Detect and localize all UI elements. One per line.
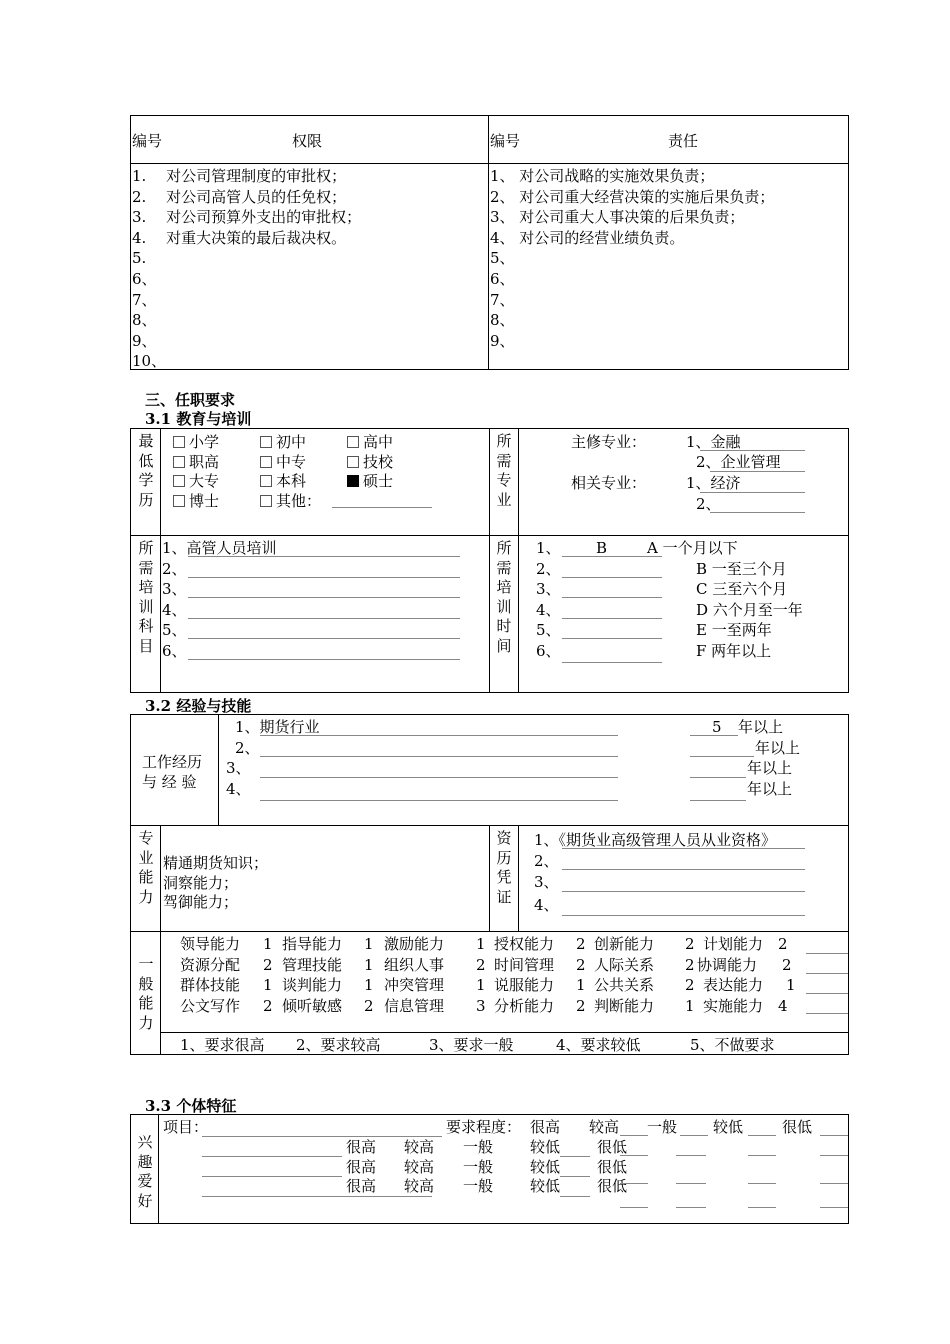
ability-name: 指导能力 <box>282 935 343 953</box>
list-item: 6、 <box>132 270 157 288</box>
col-divider <box>160 428 161 693</box>
checkbox-icon[interactable] <box>347 436 359 448</box>
list-item: 5、 <box>162 621 187 640</box>
major-label: 所需专业 <box>496 432 512 509</box>
underline <box>188 638 460 639</box>
list-item: 2、 <box>536 559 561 578</box>
level-option[interactable]: 一般 <box>463 1138 494 1156</box>
level-option[interactable]: 较低 <box>530 1157 561 1176</box>
list-item: 5、 <box>490 249 515 268</box>
option-vocational-high[interactable]: 职高 <box>173 452 219 472</box>
ability-name: 资源分配 <box>180 955 241 974</box>
training-time-option: A 一个月以下 <box>647 539 738 557</box>
certification-label: 资历凭证 <box>496 829 512 906</box>
underline <box>260 756 618 757</box>
ability-level: 1 <box>263 976 273 994</box>
col-divider <box>160 825 161 1055</box>
option-bachelor[interactable]: 本科 <box>260 471 306 491</box>
level-option[interactable]: 很低 <box>597 1157 628 1176</box>
underline <box>188 618 460 619</box>
list-item: 4、 <box>162 600 187 619</box>
list-item: 6、 <box>536 642 561 660</box>
underline <box>700 450 805 451</box>
underline <box>710 512 805 513</box>
ability-name: 公文写作 <box>180 996 241 1015</box>
level-option[interactable]: 很高 <box>346 1177 377 1195</box>
min-education-label: 最低学历 <box>138 432 154 509</box>
underline <box>620 1183 648 1184</box>
option-doctor[interactable]: 博士 <box>173 491 219 511</box>
ability-level: 2 <box>364 996 374 1015</box>
ability-level: 2 <box>263 996 273 1015</box>
col-divider <box>158 1114 159 1224</box>
hobby-item-field[interactable] <box>202 1196 432 1197</box>
training-time-option: D 六个月至一年 <box>696 600 803 619</box>
ability-level: 1 <box>364 955 374 974</box>
ability-name: 判断能力 <box>594 996 655 1015</box>
years-suffix: 年以上 <box>747 779 793 798</box>
ability-level: 2 <box>576 996 586 1015</box>
level-option[interactable]: 一般 <box>647 1118 678 1136</box>
level-option[interactable]: 较低 <box>530 1138 561 1156</box>
list-item: 4、 对公司的经营业绩负责。 <box>490 228 685 247</box>
row-divider <box>160 1032 849 1033</box>
main-major-2: 2、企业管理 <box>696 453 781 471</box>
ability-name: 激励能力 <box>384 935 445 953</box>
legend-item: 4、要求较低 <box>556 1036 641 1054</box>
ability-name: 谈判能力 <box>282 976 343 994</box>
years-suffix: 年以上 <box>738 718 784 736</box>
ability-name: 时间管理 <box>494 955 555 974</box>
underline <box>820 1207 848 1208</box>
list-item: 6、 <box>162 642 187 660</box>
underline <box>562 869 805 870</box>
training-time-label: 所需培训时间 <box>496 539 512 655</box>
list-item: 7、 <box>490 290 515 309</box>
level-option[interactable]: 较高 <box>404 1157 435 1176</box>
ability-level: 1 <box>685 996 695 1015</box>
training-time-option: E 一至两年 <box>696 621 772 640</box>
list-item: 洞察能力； <box>163 873 239 892</box>
requirement-label: 要求程度： <box>446 1118 522 1136</box>
level-option[interactable]: 较高 <box>404 1177 435 1195</box>
list-item: 10、 <box>132 352 167 371</box>
underline <box>820 1155 848 1156</box>
col-divider <box>489 428 490 693</box>
ability-name: 人际关系 <box>594 955 655 974</box>
related-major-2: 2、 <box>696 495 721 513</box>
underline <box>820 1135 848 1136</box>
ability-name: 组织人事 <box>384 955 445 974</box>
legend-item: 3、要求一般 <box>429 1036 514 1054</box>
underline <box>620 1207 648 1208</box>
underline <box>562 915 805 916</box>
list-item: 4、 <box>226 779 251 798</box>
level-option[interactable]: 很高 <box>530 1118 561 1136</box>
underline <box>260 735 618 736</box>
underline <box>562 597 662 598</box>
checkbox-icon[interactable] <box>173 475 185 487</box>
level-option[interactable]: 较低 <box>713 1118 744 1136</box>
level-option[interactable]: 一般 <box>463 1157 494 1176</box>
level-option[interactable]: 很高 <box>346 1157 377 1176</box>
col-divider <box>518 428 519 693</box>
list-item: 3、 <box>534 873 559 891</box>
checkbox-icon[interactable] <box>173 495 185 507</box>
training-time-option: F 两年以上 <box>696 642 772 660</box>
option-junior[interactable]: 初中 <box>260 432 306 452</box>
ability-level: 2 <box>685 976 695 994</box>
authority-header-title: 权限 <box>292 132 323 150</box>
underline <box>562 577 662 578</box>
checkbox-icon[interactable] <box>347 456 359 468</box>
responsibility-header-title: 责任 <box>668 132 699 150</box>
list-item: 3、 <box>226 759 251 778</box>
option-technical-secondary[interactable]: 中专 <box>260 452 306 472</box>
list-item: 1. 对公司管理制度的审批权； <box>132 167 347 185</box>
work-experience-label: 与 经 验 <box>142 773 197 791</box>
ability-name: 领导能力 <box>180 935 241 953</box>
list-item: 4. 对重大决策的最后裁决权。 <box>132 228 347 247</box>
ability-name: 创新能力 <box>594 935 655 953</box>
ability-level: 3 <box>476 996 486 1015</box>
ability-level: 2 <box>576 955 586 974</box>
hobby-item-field[interactable] <box>202 1136 442 1137</box>
list-item: 9、 <box>132 331 157 350</box>
underline <box>748 1155 776 1156</box>
list-item: 5、 <box>536 621 561 640</box>
ability-name: 分析能力 <box>494 996 555 1015</box>
list-item: 9、 <box>490 331 515 350</box>
ability-level: 1 <box>476 935 486 953</box>
legend-item: 1、要求很高 <box>180 1036 265 1054</box>
list-item: 精通期货知识； <box>163 854 269 872</box>
underline <box>562 662 662 663</box>
ability-name: 表达能力 <box>703 976 764 994</box>
underline <box>806 993 848 994</box>
list-item: 4、 <box>536 600 561 619</box>
ability-level: 1 <box>576 976 586 994</box>
ability-level: 1 <box>786 976 796 994</box>
level-option[interactable]: 很低 <box>597 1177 628 1195</box>
option-college[interactable]: 大专 <box>173 471 219 491</box>
list-item: 2、 <box>235 738 260 757</box>
underline <box>560 1156 590 1157</box>
list-item: 驾御能力； <box>163 893 239 911</box>
item-label: 项目： <box>163 1118 209 1136</box>
hobby-item-field[interactable] <box>202 1156 342 1157</box>
option-technical-school[interactable]: 技校 <box>347 452 393 472</box>
underline <box>260 800 618 801</box>
level-option[interactable]: 较高 <box>589 1118 620 1136</box>
list-item: 8、 <box>490 311 515 330</box>
underline <box>560 1176 590 1177</box>
ability-name: 倾听敏感 <box>282 996 343 1015</box>
underline <box>690 777 746 778</box>
underline <box>188 556 460 557</box>
underline <box>260 777 618 778</box>
authority-table-divider <box>488 115 489 370</box>
ability-level: 2 <box>476 955 486 974</box>
list-item: 2、 对公司重大经营决策的实施后果负责； <box>490 187 775 206</box>
responsibility-header-no: 编号 <box>490 132 521 150</box>
underline <box>620 1135 648 1136</box>
ability-name: 信息管理 <box>384 996 445 1015</box>
ability-level: 1 <box>476 976 486 994</box>
related-major-1: 1、经济 <box>686 474 741 492</box>
underline <box>806 1013 848 1014</box>
underline <box>690 756 754 757</box>
underline <box>188 577 460 578</box>
underline <box>680 1135 708 1136</box>
option-master[interactable]: 硕士 <box>347 471 393 491</box>
experience-title: 3.2 经验与技能 <box>145 697 252 715</box>
ability-name: 公共关系 <box>594 976 655 994</box>
ability-level: 4 <box>778 996 788 1015</box>
training-time-option: B 一至三个月 <box>696 559 787 578</box>
personal-title: 3.3 个体特征 <box>145 1097 237 1115</box>
underline <box>562 891 805 892</box>
level-option[interactable]: 很低 <box>597 1138 628 1156</box>
ability-name: 群体技能 <box>180 976 241 994</box>
list-item: 2、 <box>162 559 187 578</box>
list-item: 3、 对公司重大人事决策的后果负责； <box>490 208 745 227</box>
underline <box>690 735 738 736</box>
list-item: 1、 <box>536 539 561 557</box>
ability-name: 实施能力 <box>703 996 764 1015</box>
list-item: 2. 对公司高管人员的任免权； <box>132 187 347 206</box>
col-divider <box>489 825 490 931</box>
ability-name: 计划能力 <box>703 935 764 953</box>
authority-table-header-line <box>130 163 849 164</box>
col-divider <box>518 825 519 931</box>
work-years-value: 5 <box>712 718 722 736</box>
underline <box>676 1183 706 1184</box>
list-item: 1、高管人员培训 <box>162 539 277 557</box>
ability-level: 1 <box>364 935 374 953</box>
underline <box>748 1207 776 1208</box>
list-item: 3、 <box>536 580 561 599</box>
hobby-label: 兴趣爱好 <box>137 1133 153 1210</box>
training-subjects-label: 所需培训科目 <box>138 539 154 655</box>
list-item: 3、 <box>162 580 187 599</box>
underline <box>700 492 805 493</box>
row-divider <box>130 931 849 932</box>
level-option[interactable]: 较低 <box>530 1177 561 1195</box>
checkbox-icon[interactable] <box>260 456 272 468</box>
checkbox-icon[interactable] <box>260 436 272 448</box>
list-item: 7、 <box>132 290 157 309</box>
underline <box>620 1155 648 1156</box>
legend-item: 5、不做要求 <box>690 1036 775 1054</box>
list-item: 8、 <box>132 311 157 330</box>
list-item: 2、 <box>534 852 559 870</box>
underline <box>562 848 805 849</box>
related-major-label: 相关专业： <box>571 474 647 492</box>
level-option[interactable]: 一般 <box>463 1177 494 1195</box>
ability-level: 2 <box>685 935 695 953</box>
underline <box>820 1183 848 1184</box>
ability-name: 协调能力 <box>697 955 758 974</box>
work-experience-label: 工作经历 <box>142 753 203 771</box>
ability-level: 2 <box>263 955 273 974</box>
ability-name: 管理技能 <box>282 955 343 974</box>
ability-name: 说服能力 <box>494 976 555 994</box>
ability-level: 2 <box>778 935 788 953</box>
underline <box>710 471 805 472</box>
ability-name: 授权能力 <box>494 935 555 953</box>
ability-level: 2 <box>576 935 586 953</box>
checkbox-icon[interactable] <box>260 475 272 487</box>
underline <box>188 659 460 660</box>
years-suffix: 年以上 <box>755 738 801 757</box>
main-major-label: 主修专业： <box>571 433 647 451</box>
professional-ability-label: 专业能力 <box>138 829 154 906</box>
underline <box>188 597 460 598</box>
list-item: 6、 <box>490 270 515 288</box>
education-title: 3.1 教育与培训 <box>145 410 252 428</box>
option-senior[interactable]: 高中 <box>347 432 393 452</box>
level-option[interactable]: 很低 <box>782 1118 813 1136</box>
ability-level: 2 <box>685 955 695 974</box>
underline <box>748 1135 776 1136</box>
option-other[interactable]: 其他： <box>260 491 321 511</box>
list-item: 3. 对公司预算外支出的审批权； <box>132 208 362 227</box>
ability-name: 冲突管理 <box>384 976 445 994</box>
checkbox-checked-icon[interactable] <box>347 475 359 487</box>
underline <box>748 1183 776 1184</box>
underline <box>560 1196 590 1197</box>
ability-level: 1 <box>263 935 273 953</box>
authority-header-no: 编号 <box>132 132 163 150</box>
ability-level: 2 <box>782 955 792 974</box>
main-major-1: 1、金融 <box>686 433 741 451</box>
level-option[interactable]: 较高 <box>404 1138 435 1156</box>
underline <box>676 1155 706 1156</box>
hobby-item-field[interactable] <box>202 1176 342 1177</box>
list-item: 1、期货行业 <box>235 718 320 736</box>
list-item: 4、 <box>534 896 559 914</box>
legend-item: 2、要求较高 <box>296 1036 381 1054</box>
years-suffix: 年以上 <box>747 759 793 778</box>
underline <box>562 618 662 619</box>
col-divider <box>218 714 219 825</box>
ability-level: 1 <box>364 976 374 994</box>
list-item: 1、《期货业高级管理人员从业资格》 <box>534 831 777 849</box>
underline <box>806 953 848 954</box>
option-primary[interactable]: 小学 <box>173 432 219 452</box>
training-time-value: B <box>596 539 608 557</box>
checkbox-icon[interactable] <box>173 436 185 448</box>
other-education-field[interactable] <box>332 507 432 508</box>
underline <box>562 638 662 639</box>
list-item: 5. <box>132 249 147 268</box>
underline <box>676 1207 706 1208</box>
training-time-option: C 三至六个月 <box>696 580 788 599</box>
underline <box>806 973 848 974</box>
level-option[interactable]: 很高 <box>346 1138 377 1156</box>
section-title: 三、任职要求 <box>145 391 236 409</box>
list-item: 1、 对公司战略的实施效果负责； <box>490 167 715 185</box>
underline <box>690 800 746 801</box>
checkbox-icon[interactable] <box>260 495 272 507</box>
checkbox-icon[interactable] <box>173 456 185 468</box>
general-ability-label: 一般能力 <box>138 955 154 1032</box>
